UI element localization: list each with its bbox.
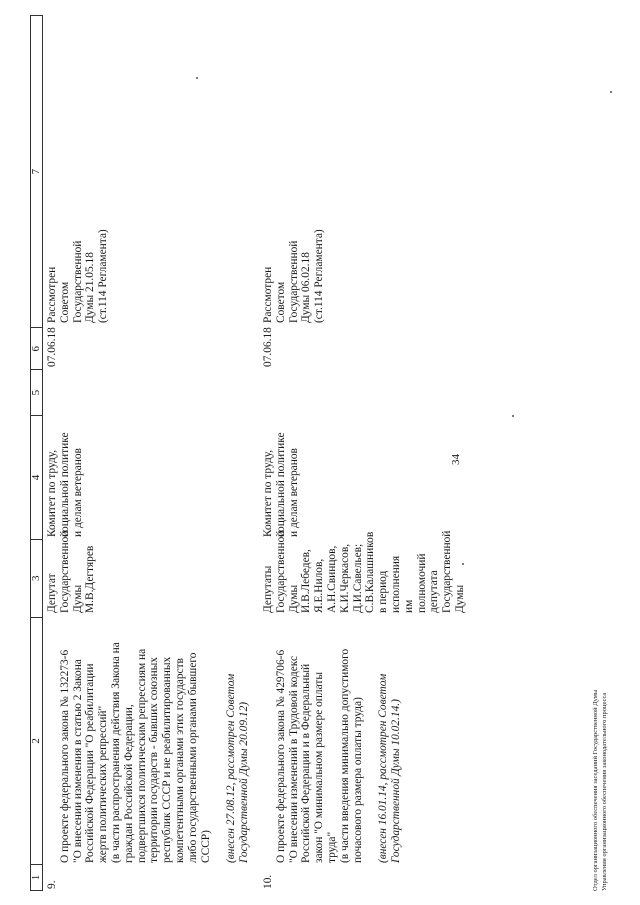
scan-speck	[512, 415, 514, 417]
page-number: 34	[450, 454, 462, 465]
column-header: 6	[31, 327, 42, 369]
scan-speck	[462, 563, 464, 565]
bill-note: (внесен 16.01.14, рассмотрен Советом Государственной Думы 10.02.14.)	[377, 673, 402, 863]
review-date: 07.06.18	[262, 327, 274, 367]
review-date: 07.06.18	[46, 327, 58, 367]
responsible-committee: Комитет по труду, социальной политике и делам ветеранов	[262, 432, 300, 537]
bill-title: О проекте федерального закона № 132273-6 "О внесении изменения в статью 2 Закона Российской Федерации "О реабилитации жертв политических репрессий" (в части распространения действия Закона на граждан Российской Федерации, подвергшихся политическим репрессиям на территории государств - бывших союзных республик СССР и не реабилитированных компетентными органами этих государств либо государственными органами бывшего СССР)	[58, 642, 212, 863]
row-number: 10.	[262, 874, 274, 889]
column-header: 5	[31, 369, 42, 415]
column-header: 3	[31, 539, 42, 617]
responsible-committee: Комитет по труду, социальной политике и делам ветеранов	[46, 432, 84, 537]
column-header: 2	[31, 617, 42, 864]
bills-table	[30, 15, 580, 891]
column-header: 7	[30, 168, 42, 175]
review-status: Рассмотрен Советом Государственной Думы 21.05.18 (ст.114 Регламента)	[46, 229, 110, 323]
scan-speck	[610, 91, 612, 93]
column-header: 4	[31, 415, 42, 539]
bill-note: (внесен 27.08.12, рассмотрен Советом Государственной Думы 20.09.12)	[225, 673, 250, 863]
review-status: Рассмотрен Советом Государственной Думы 06.02.18 (ст.114 Регламента)	[262, 229, 326, 323]
table-header-row	[30, 15, 43, 891]
bill-description	[262, 623, 416, 863]
bill-description	[46, 623, 264, 863]
row-number: 9.	[46, 880, 58, 889]
column-header: 1	[31, 864, 42, 890]
page-footer: Отдел организационного обеспечения заседаний Государственной Думы Управления организационного обеспечения законодательного процесса	[592, 689, 608, 891]
bill-authors: Депутат Государственной Думы М.В.Дегтярев	[46, 530, 97, 613]
bill-authors: Депутаты Государственной Думы И.В.Лебедев, Я.Е.Нилов, А.Н.Свинцов, К.И.Черкасов, Д.И.Савельев; С.В.Калашников в период исполнения им полномочий депутата Государственной Думы	[262, 530, 466, 613]
scan-speck	[196, 77, 198, 79]
bill-title: О проекте федерального закона № 429706-6 "О внесении изменений в Трудовой кодекс Российской Федерации и в Федеральный закон "О минимальном размере оплаты труда" (в части введения минимально допустимого почасового размера оплаты труда)	[274, 648, 364, 863]
